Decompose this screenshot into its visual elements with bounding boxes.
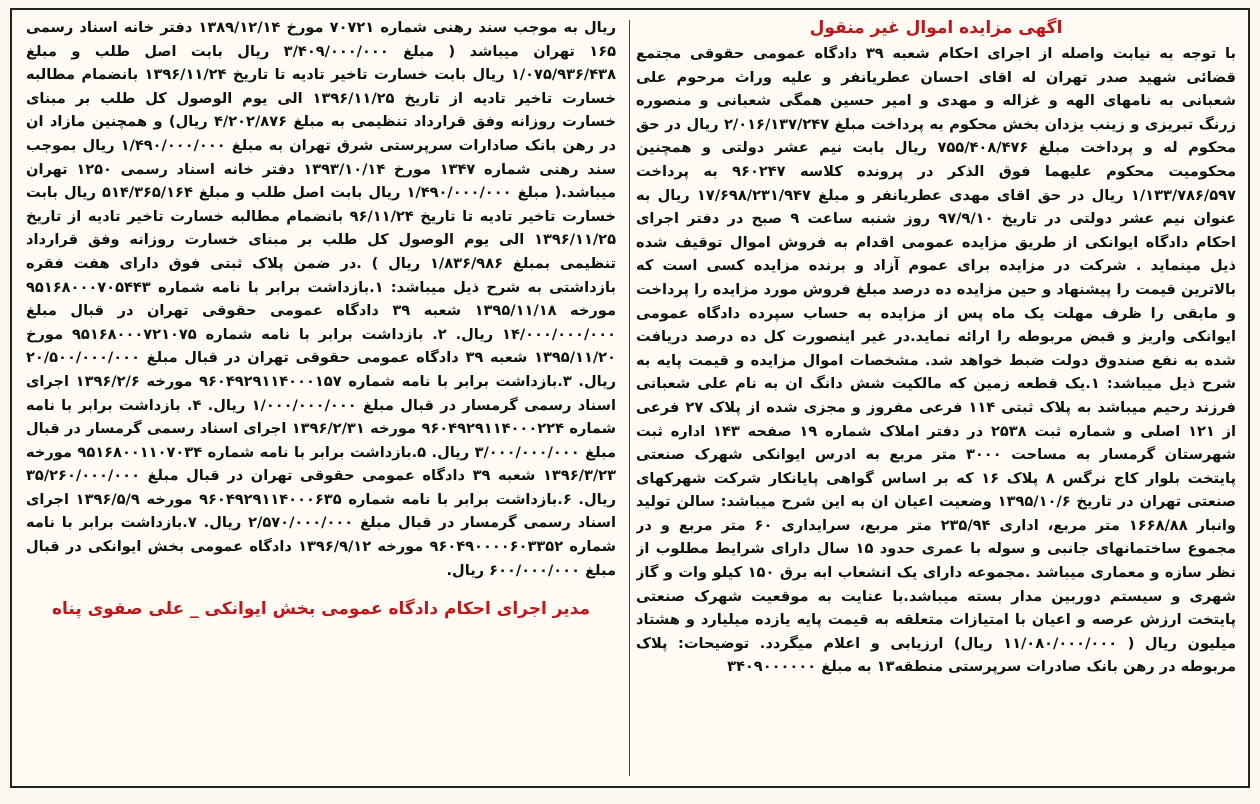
notice-signature: مدیر اجرای احکام دادگاه عمومی بخش ایوانکی _ علی صفوی پناه <box>51 599 591 620</box>
notice-body-right: با توجه به نیابت واصله از اجرای احکام شعبه ۳۹ دادگاه عمومی حقوقی مجتمع قضائی شهید صدر تهران له اقای احسان عطریانفر و علیه وراث مرحوم علی شعبانی به نامهای الهه و غزاله و مهدی و امیر حسین همگی شعبانی و منصوره زرنگ تبریزی و زینب یزدان بخش محکوم به پرداخت مبلغ ۲/۰۱۶/۱۳۷/۲۴۷ ریال در حق محکوم له و پرداخت مبلغ ۷۵۵/۴۰۸/۴۷۶ ریال بابت نیم عشر دولتی و همچنین محکومیت محکوم علیهما فوق الذکر در پرونده کلاسه ۹۶۰۲۴۷ به پرداخت ۱/۱۳۳/۷۸۶/۵۹۷ ریال در حق اقای مهدی عطریانفر و مبلغ ۱۷/۶۹۸/۲۳۱/۹۴۷ ریال به عنوان نیم عشر دولتی در تاریخ ۹۷/۹/۱۰ روز شنبه ساعت ۹ صبح در دفتر اجرای احکام دادگاه ایوانکی از طریق مزایده عمومی اقدام به فروش اموال توقیف شده ذیل مینماید . شرکت در مزایده برای عموم آزاد و برنده مزایده کسی است که بالاترین قیمت را پیشنهاد و حین مزایده ده درصد مبلغ فروش مورد مزایده را پرداخت و مابقی را ظرف مهلت یک ماه پس از مزایده به حساب سپرده دادگاه عمومی ایوانکی واریز و قبض مربوطه را ارائه نماید.در غیر اینصورت کل ده درصد دریافت شده به نفع صندوق دولت ضبط خواهد شد. مشخصات اموال مزایده و قیمت پایه به شرح ذیل میباشد: ۱.یک قطعه زمین که مالکیت شش دانگ ان به نام علی شعبانی فرزند رحیم میباشد به پلاک ثبتی ۱۱۴ فرعی مفروز و مجزی شده از پلاک ۲۷ فرعی از ۱۲۱ اصلی و شماره ثبت ۲۵۳۸ در دفتر املاک شماره ۱۹ صفحه ۱۴۳ اداره ثبت شهرستان گرمسار به مساحت ۳۰۰۰ متر مربع به ادرس ایوانکی شهرک صنعتی پایتخت بلوار کاج نرگس ۸ پلاک ۱۶ که بر اساس گواهی پایانکار شرکت شهرکهای صنعتی تهران در تاریخ ۱۳۹۵/۱۰/۶ وضعیت اعیان ان به این شرح میباشد: سالن تولید وانبار ۱۶۶۸/۸۸ متر مربع، اداری ۲۳۵/۹۴ متر مربع، سرایداری ۶۰ متر مربع و در مجموع ساختمانهای جانبی و سوله با عمری حدود ۱۵ سال دارای شرایط مطلوب از نظر سازه و معماری میباشد .مجموعه دارای یک انشعاب ابه برق ۱۵۰ کیلو وات و گاز شهری و سیستم دوربین مدار بسته میباشد.با عنایت به موقعیت شهرک صنعتی پایتخت ارزش عرصه و اعیان با امتیازات متعلقه به قیمت پایه یازده میلیارد و هشتاد میلیون ریال ( ۱۱/۰۸۰/۰۰۰/۰۰۰ ریال) ارزیابی و اعلام میگردد. توضیحات: پلاک مربوطه در رهن بانک صادرات سرپرستی منطقه۱۳ به مبلغ ۳۴۰۹۰۰۰۰۰۰ <box>636 45 1236 676</box>
notice-title: اگهی مزایده اموال غیر منقول <box>809 18 1063 38</box>
notice-left-column <box>26 16 616 780</box>
notice-frame <box>10 8 1250 788</box>
notice-right-column <box>636 16 1236 780</box>
notice-body-left: ریال به موجب سند رهنی شماره ۷۰۷۲۱ مورخ ۱۳۸۹/۱۲/۱۴ دفتر خانه اسناد رسمی ۱۶۵ تهران میباشد ( مبلغ ۳/۴۰۹/۰۰۰/۰۰۰ ریال بابت اصل طلب و مبلغ ۱/۰۷۵/۹۳۶/۴۳۸ ریال بابت خسارت تاخیر تادیه تا تاریخ ۱۳۹۶/۱۱/۲۴ بانضمام مطالبه خسارت تاخیر تادیه از تاریخ ۱۳۹۶/۱۱/۲۵ الی یوم الوصول کل طلب بر مبنای خسارت روزانه وفق قرارداد تنظیمی به مبلغ ۴/۲۰۲/۸۷۶ ریال) و همچنین مازاد ان در رهن بانک صادارات سرپرستی شرق تهران به مبلغ ۱/۴۹۰/۰۰۰/۰۰۰ ریال بموجب سند رهنی شماره ۱۳۴۷ مورخ ۱۳۹۳/۱۰/۱۴ دفتر خانه اسناد رسمی ۱۲۵۰ تهران میباشد.( مبلغ ۱/۴۹۰/۰۰۰/۰۰۰ ریال بابت اصل طلب و مبلغ ۵۱۴/۳۶۵/۱۶۴ ریال بابت خسارت تاخیر تادیه تا تاریخ ۹۶/۱۱/۲۴ بانضمام مطالبه خسارت تاخیر تادیه از تاریخ ۱۳۹۶/۱۱/۲۵ الی یوم الوصول کل طلب بر مبنای خسارت روزانه وفق قرارداد تنظیمی بمبلغ ۱/۸۳۶/۹۸۶ ریال ) .در ضمن پلاک ثبتی فوق دارای هفت فقره بازداشتی به شرح ذیل میباشد: ۱.بازداشت برابر با نامه شماره ۹۵۱۶۸۰۰۰۷۰۵۴۴۳ مورخه ۱۳۹۵/۱۱/۱۸ شعبه ۳۹ دادگاه عمومی حقوقی تهران در قبال مبلغ ۱۴/۰۰۰/۰۰۰/۰۰۰ ریال. ۲. بازداشت برابر با نامه شماره ۹۵۱۶۸۰۰۰۷۲۱۰۷۵ مورخ ۱۳۹۵/۱۱/۲۰ شعبه ۳۹ دادگاه عمومی حقوقی تهران در قبال مبلغ ۲۰/۵۰۰/۰۰۰/۰۰۰ ریال. ۳.بازداشت برابر با نامه شماره ۹۶۰۴۹۲۹۱۱۴۰۰۰۱۵۷ مورخه ۱۳۹۶/۲/۶ اجرای اسناد رسمی گرمسار در قبال مبلغ ۱/۰۰۰/۰۰۰/۰۰۰ ریال. ۴. بازداشت برابر با نامه شماره ۹۶۰۴۹۲۹۱۱۴۰۰۰۲۲۴ مورخه ۱۳۹۶/۲/۳۱ اجرای اسناد رسمی گرمسار در قبال مبلغ ۳/۰۰۰/۰۰۰/۰۰۰ ریال. ۵.بازداشت برابر با نامه شماره ۹۵۱۶۸۰۰۱۱۰۷۰۳۴ مورخه ۱۳۹۶/۳/۲۳ شعبه ۳۹ دادگاه عمومی حقوقی تهران در قبال مبلغ ۳۵/۲۶۰/۰۰۰/۰۰۰ ریال. ۶.بازداشت برابر با نامه شماره ۹۶۰۴۹۲۹۱۱۴۰۰۰۶۳۵ مورخه ۱۳۹۶/۵/۹ اجرای اسناد رسمی گرمسار در قبال مبلغ ۲/۵۷۰/۰۰۰/۰۰۰ ریال. ۷.بازداشت برابر با نامه شماره ۹۶۰۴۹۰۰۰۰۶۰۳۳۵۲ مورخه ۱۳۹۶/۹/۱۲ دادگاه عمومی بخش ایوانکی در قبال مبلغ ۶۰۰/۰۰۰/۰۰۰ ریال. <box>26 19 616 579</box>
column-divider <box>629 20 630 776</box>
